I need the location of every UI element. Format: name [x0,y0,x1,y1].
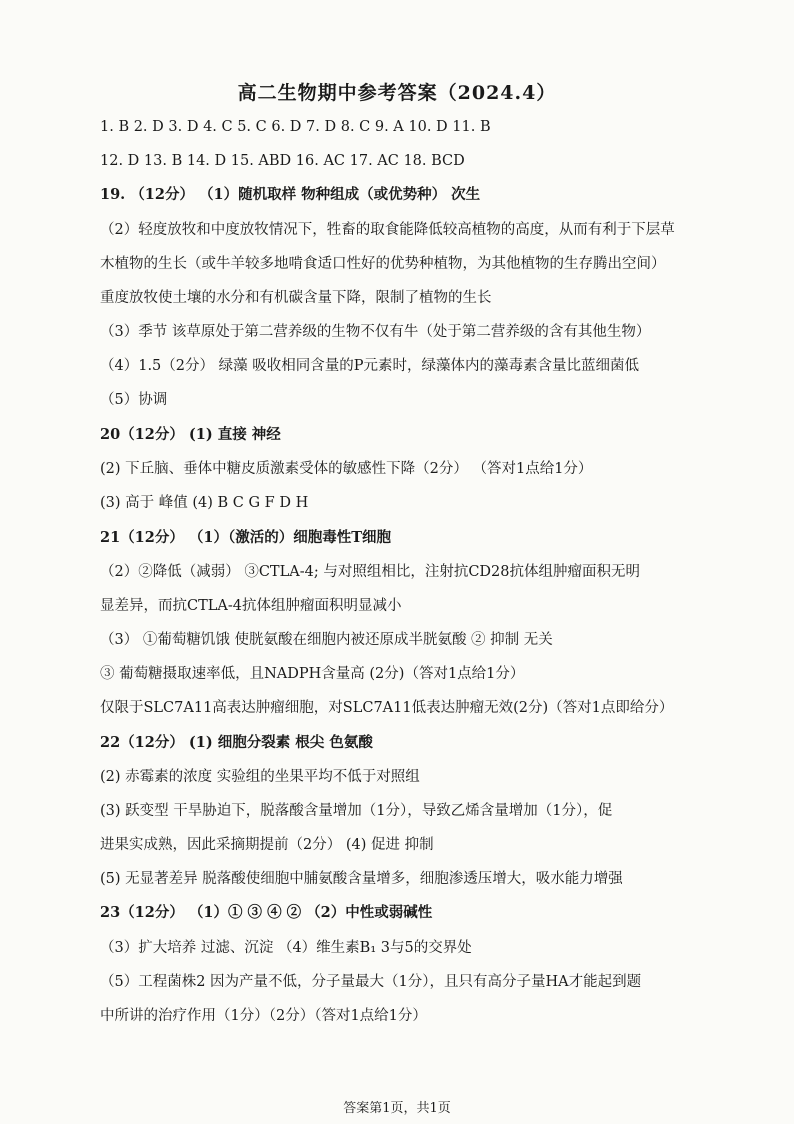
q21-line-2b: 显差异，而抗CTLA-4抗体组肿瘤面积明显减小 [100,598,402,614]
q21-line-2a: （2）②降低（减弱） ③CTLA-4; 与对照组相比，注射抗CD28抗体组肿瘤面积无明 [100,564,640,580]
q19-line-5: （5）协调 [100,392,168,408]
q23-line-3-4: （3）扩大培养 过滤、沉淀 （4）维生素B₁ 3与5的交界处 [100,940,472,956]
q22-line-5: (5) 无显著差异 脱落酸使细胞中脯氨酸含量增多，细胞渗透压增大，吸水能力增强 [100,871,623,887]
q20-line-2: (2) 下丘脑、垂体中糖皮质激素受体的敏感性下降（2分） （答对1点给1分） [100,461,593,477]
q21-header: 21（12分） （1）（激活的）细胞毒性T细胞 [100,529,392,546]
q22-line-3a: (3) 跃变型 干旱胁迫下，脱落酸含量增加（1分），导致乙烯含量增加（1分），促 [100,803,613,819]
page-title: 高二生物期中参考答案（2024.4） [237,82,557,104]
q20-line-3-4: (3) 高于 峰值 (4) B C G F D H [100,495,309,511]
q23-line-5a: （5）工程菌株2 因为产量不低，分子量最大（1分），且只有高分子量HA才能起到题 [100,974,642,990]
q19-header: 19. （12分） （1）随机取样 物种组成（或优势种） 次生 [100,186,481,203]
mc-answers-row-2: 12. D 13. B 14. D 15. ABD 16. AC 17. AC 18. BCD [100,153,465,169]
q20-header: 20（12分） (1) 直接 神经 [100,426,281,443]
q23-line-5b: 中所讲的治疗作用（1分）（2分）（答对1点给1分） [100,1008,427,1024]
q19-line-2c: 重度放牧使土壤的水分和有机碳含量下降，限制了植物的生长 [100,290,492,306]
q19-line-3: （3）季节 该草原处于第二营养级的生物不仅有牛（处于第二营养级的含有其他生物） [100,324,651,340]
mc-answers-row-1: 1. B 2. D 3. D 4. C 5. C 6. D 7. D 8. C 9. A 10. D 11. B [100,119,491,135]
q22-line-3b: 进果实成熟，因此采摘期提前（2分） (4) 促进 抑制 [100,837,434,853]
q21-line-3c: 仅限于SLC7A11高表达肿瘤细胞，对SLC7A11低表达肿瘤无效(2分)（答对1点即给分） [100,700,674,716]
q22-header: 22（12分） (1) 细胞分裂素 根尖 色氨酸 [100,734,373,751]
q19-line-2a: （2）轻度放牧和中度放牧情况下，牲畜的取食能降低较高植物的高度，从而有利于下层草 [100,222,675,238]
q22-line-2: (2) 赤霉素的浓度 实验组的坐果平均不低于对照组 [100,769,420,785]
q21-line-3b: ③ 葡萄糖摄取速率低，且NADPH含量高 (2分)（答对1点给1分） [100,666,525,682]
q21-line-3a: （3） ①葡萄糖饥饿 使胱氨酸在细胞内被还原成半胱氨酸 ② 抑制 无关 [100,632,553,648]
page-footer: 答案第1页，共1页 [343,1101,451,1116]
q19-line-4: （4）1.5（2分） 绿藻 吸收相同含量的P元素时，绿藻体内的藻毒素含量比蓝细菌低 [100,358,639,374]
q23-header: 23（12分） （1）① ③ ④ ② （2）中性或弱碱性 [100,904,433,921]
q19-line-2b: 木植物的生长（或牛羊较多地啃食适口性好的优势种植物，为其他植物的生存腾出空间） [100,256,666,272]
